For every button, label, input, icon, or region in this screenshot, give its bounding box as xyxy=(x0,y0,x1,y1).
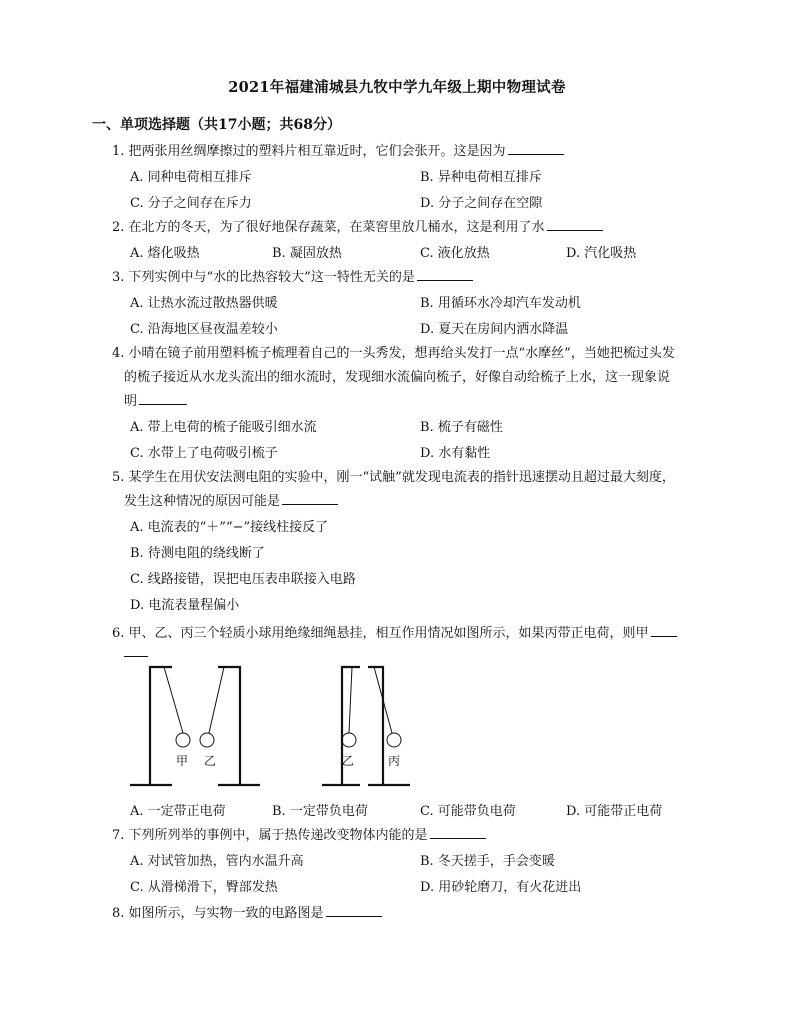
option-3d: D. 夏天在房间内洒水降温 xyxy=(420,322,569,337)
option-6d: D. 可能带正电荷 xyxy=(566,804,663,819)
question-3: 3. 下列实例中与“水的比热容较大”这一特性无关的是 xyxy=(112,266,473,289)
option-4c: C. 水带上了电荷吸引梳子 xyxy=(130,446,278,461)
option-1a: A. 同种电荷相互排斥 xyxy=(130,170,252,185)
option-6c: C. 可能带负电荷 xyxy=(420,804,516,819)
answer-blank xyxy=(326,902,382,917)
option-4a: A. 带上电荷的梳子能吸引细水流 xyxy=(130,420,317,435)
label-jia: 甲 xyxy=(176,754,189,768)
answer-blank xyxy=(282,490,338,505)
option-2a: A. 熔化吸热 xyxy=(130,246,200,261)
option-4d: D. 水有黏性 xyxy=(420,446,491,461)
answer-blank xyxy=(547,216,603,231)
question-5-line1: 5. 某学生在用伏安法测电阻的实验中，刚一“试触”就发现电流表的指针迅速摆动且超过最大刻度， xyxy=(112,470,675,485)
option-6b: B. 一定带负电荷 xyxy=(272,804,368,819)
option-6a: A. 一定带正电荷 xyxy=(130,804,226,819)
right-stand-frame xyxy=(218,667,240,785)
string-jia xyxy=(164,667,183,733)
string-yi xyxy=(209,667,224,733)
ball-yi xyxy=(200,733,214,747)
option-7a: A. 对试管加热，管内水温升高 xyxy=(130,854,304,869)
question-7: 7. 下列所列举的事例中，属于热传递改变物体内能的是 xyxy=(112,824,486,847)
answer-blank xyxy=(430,824,486,839)
answer-blank xyxy=(651,622,677,637)
option-2b: B. 凝固放热 xyxy=(272,246,342,261)
option-1b: B. 异种电荷相互排斥 xyxy=(420,170,542,185)
ball-bing xyxy=(387,733,401,747)
label-bing: 丙 xyxy=(388,754,401,768)
ball-yi2 xyxy=(342,733,356,747)
option-5c: C. 线路接错，误把电压表串联接入电路 xyxy=(130,572,356,587)
option-3a: A. 让热水流过散热器供暖 xyxy=(130,296,278,311)
string-yi2 xyxy=(349,667,352,733)
question-4-line1: 4. 小晴在镜子前用塑料梳子梳理着自己的一头秀发，想再给头发打一点“水摩丝”，当她把梳过头发 xyxy=(112,346,675,361)
option-5a: A. 电流表的“＋”“−”接线柱接反了 xyxy=(130,520,329,535)
option-5d: D. 电流表量程偏小 xyxy=(130,598,240,613)
section-heading: 一、单项选择题（共17小题；共68分） xyxy=(92,117,341,133)
label-yi: 乙 xyxy=(204,754,217,768)
answer-blank xyxy=(508,140,564,155)
question-6: 6. 甲、乙、丙三个轻质小球用绝缘细绳悬挂，相互作用情况如图所示，如果丙带正电荷，则甲 xyxy=(112,622,677,645)
question-2: 2. 在北方的冬天，为了很好地保存蔬菜，在菜窖里放几桶水，这是利用了水 xyxy=(112,216,603,239)
question-8: 8. 如图所示，与实物一致的电路图是 xyxy=(112,902,382,925)
option-7c: C. 从滑梯滑下，臀部发热 xyxy=(130,880,278,895)
question-1: 1. 把两张用丝绸摩擦过的塑料片相互靠近时，它们会张开。这是因为 xyxy=(112,140,564,163)
option-2d: D. 汽化吸热 xyxy=(566,246,637,261)
option-3b: B. 用循环水冷却汽车发动机 xyxy=(420,296,581,311)
question-4-line3: 明 xyxy=(124,390,187,413)
option-7b: B. 冬天搓手，手会变暖 xyxy=(420,854,555,869)
fourth-stand-frame xyxy=(368,667,383,785)
answer-blank xyxy=(139,390,187,405)
page-title: 2021年福建浦城县九牧中学九年级上期中物理试卷 xyxy=(228,79,566,96)
option-1c: C. 分子之间存在斥力 xyxy=(130,196,252,211)
question-5-line2: 发生这种情况的原因可能是 xyxy=(124,490,338,513)
option-1d: D. 分子之间存在空隙 xyxy=(420,196,543,211)
option-7d: D. 用砂轮磨刀，有火花迸出 xyxy=(420,880,582,895)
option-5b: B. 待测电阻的绕线断了 xyxy=(130,546,265,561)
question-4-line2: 的梳子接近从水龙头流出的细水流时，发现细水流偏向梳子，好像自动给梳子上水，这一现象说 xyxy=(124,370,671,385)
option-3c: C. 沿海地区昼夜温差较小 xyxy=(130,322,278,337)
option-2c: C. 液化放热 xyxy=(420,246,490,261)
ball-jia xyxy=(176,733,190,747)
hanging-balls-figure xyxy=(120,655,420,791)
label-yi2: 乙 xyxy=(342,754,355,768)
option-4b: B. 梳子有磁性 xyxy=(420,420,503,435)
answer-blank xyxy=(417,266,473,281)
